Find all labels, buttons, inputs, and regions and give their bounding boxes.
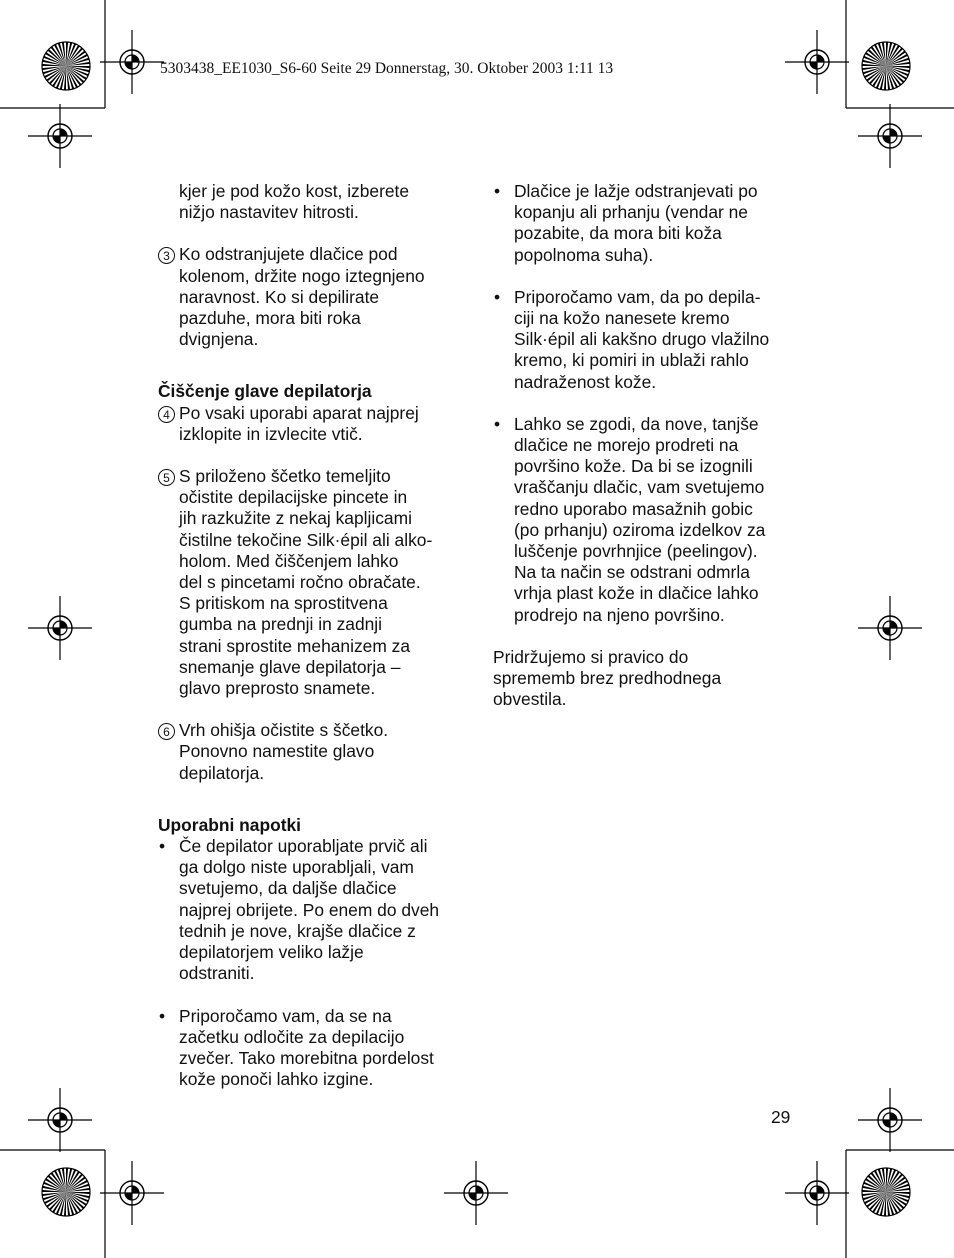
crosshair-registration-icon xyxy=(28,104,92,168)
text-line: Priporočamo vam, da se na xyxy=(179,1005,392,1026)
cleaning-heading: Čiščenje glave depilatorja xyxy=(158,381,372,402)
text-line: jih razkužite z nekaj kapljicami xyxy=(179,508,412,529)
text-line: dvignjena. xyxy=(179,329,259,350)
crosshair-registration-icon xyxy=(100,1161,164,1225)
text-line: kopanju ali prhanju (vendar ne xyxy=(514,202,748,223)
text-line: dlačice ne morejo prodreti na xyxy=(514,435,739,456)
text-line: očistite depilacijske pincete in xyxy=(179,487,408,508)
text-line: čistilne tekočine Silk·épil ali alko- xyxy=(179,529,433,550)
step-number: 4 xyxy=(158,406,175,423)
text-line: Na ta način se odstrani odmrla xyxy=(514,562,750,583)
text-line: depilatorja. xyxy=(179,762,265,783)
closing-paragraph xyxy=(493,647,793,711)
radial-starburst-icon xyxy=(862,42,910,90)
bullet-icon: • xyxy=(494,286,501,307)
text-line: zvečer. Tako morebitna pordelost xyxy=(179,1047,434,1068)
text-line: Pridržujemo si pravico do xyxy=(493,646,689,667)
text-line: sprememb brez predhodnega xyxy=(493,668,722,689)
text-line: luščenje povrhnjice (peelingov). xyxy=(514,541,758,562)
text-line: strani sprostite mehanizem za xyxy=(179,635,411,656)
text-line: kože ponoči lahko izgine. xyxy=(179,1069,374,1090)
text-line: popolnoma suha). xyxy=(514,244,654,265)
text-line: pozabite, da mora biti koža xyxy=(514,223,722,244)
text-line: obvestila. xyxy=(493,689,567,710)
text-line: površino kože. Da bi se izognili xyxy=(514,456,753,477)
text-line: odstraniti. xyxy=(179,963,255,984)
text-line: Priporočamo vam, da po depila- xyxy=(514,286,761,307)
tip-1 xyxy=(158,836,463,984)
crosshair-registration-icon xyxy=(858,596,922,660)
crosshair-registration-icon xyxy=(100,30,164,94)
text-line: najprej obrijete. Po enem do dveh xyxy=(179,899,440,920)
text-line: kolenom, držite nogo iztegnjeno xyxy=(179,265,425,286)
text-line: snemanje glave depilatorja – xyxy=(179,656,401,677)
crosshair-registration-icon xyxy=(858,104,922,168)
tip-2 xyxy=(158,1006,463,1091)
text-line: S pritiskom na sprostitvena xyxy=(179,593,388,614)
step-4 xyxy=(158,403,463,445)
crosshair-registration-icon xyxy=(785,1161,849,1225)
intro-paragraph xyxy=(158,181,463,223)
text-line: ga dolgo niste uporabljali, vam xyxy=(179,857,414,878)
radial-starburst-icon xyxy=(42,42,90,90)
text-line: Silk·épil ali kakšno drugo vlažilno xyxy=(514,329,770,350)
text-line: kjer je pod kožo kost, izberete xyxy=(179,181,410,201)
text-line: glavo preprosto snamete. xyxy=(179,678,376,699)
text-line: (po prhanju) oziroma izdelkov za xyxy=(514,519,766,540)
crosshair-registration-icon xyxy=(28,596,92,660)
text-line: Ko odstranjujete dlačice pod xyxy=(179,244,398,265)
text-line: Lahko se zgodi, da nove, tanjše xyxy=(514,413,759,434)
text-line: tednih je nove, krajše dlačice z xyxy=(179,920,416,941)
text-line: začetku odločite za depilacijo xyxy=(179,1026,405,1047)
radial-starburst-icon xyxy=(862,1168,910,1216)
bullet-icon: • xyxy=(494,181,501,201)
crosshair-registration-icon xyxy=(28,1088,92,1152)
radial-starburst-icon xyxy=(42,1168,90,1216)
text-line: Vrh ohišja očistite s ščetko. xyxy=(179,720,389,741)
text-line: Po vsaki uporabi aparat najprej xyxy=(179,402,419,423)
text-line: Dlačice je lažje odstranjevati po xyxy=(514,181,758,201)
step-number: 3 xyxy=(158,247,175,264)
tip-5 xyxy=(493,414,793,626)
bullet-icon: • xyxy=(159,836,166,857)
bullet-icon: • xyxy=(159,1005,166,1026)
tip-4 xyxy=(493,287,793,393)
text-line: Ponovno namestite glavo xyxy=(179,741,375,762)
step-3 xyxy=(158,244,463,350)
step-number: 5 xyxy=(158,469,175,486)
text-line: ciji na kožo nanesete kremo xyxy=(514,308,730,329)
tips-heading: Uporabni napotki xyxy=(158,814,301,835)
right-column xyxy=(493,181,793,710)
text-line: Če depilator uporabljate prvič ali xyxy=(179,836,428,857)
text-line: izklopite in izvlecite vtič. xyxy=(179,423,363,444)
text-line: nadraženost kože. xyxy=(514,371,657,392)
text-line: del s pincetami ročno obračate. xyxy=(179,572,421,593)
text-line: vraščanju dlačic, vam svetujemo xyxy=(514,477,765,498)
tip-3 xyxy=(493,181,793,266)
step-number: 6 xyxy=(158,723,175,740)
crosshair-registration-icon xyxy=(444,1161,508,1225)
text-line: gumba na prednji in zadnji xyxy=(179,614,383,635)
step-6 xyxy=(158,720,463,784)
text-line: svetujemo, da daljše dlačice xyxy=(179,878,397,899)
text-line: nižjo nastavitev hitrosti. xyxy=(179,202,359,223)
text-line: S priloženo ščetko temeljito xyxy=(179,466,391,487)
left-column xyxy=(158,181,463,1090)
text-line: depilatorjem veliko lažje xyxy=(179,942,364,963)
print-header: 5303438_EE1030_S6-60 Seite 29 Donnerstag, 30. Oktober 2003 1:11 13 xyxy=(160,60,614,77)
bullet-icon: • xyxy=(494,413,501,434)
text-line: kremo, ki pomiri in ublaži rahlo xyxy=(514,350,749,371)
text-line: prodrejo na njeno površino. xyxy=(514,604,725,625)
text-line: pazduhe, mora biti roka xyxy=(179,308,361,329)
text-line: holom. Med čiščenjem lahko xyxy=(179,550,399,571)
crosshair-registration-icon xyxy=(785,30,849,94)
text-line: naravnost. Ko si depilirate xyxy=(179,286,380,307)
text-line: vrhja plast kože in dlačice lahko xyxy=(514,583,759,604)
crosshair-registration-icon xyxy=(858,1088,922,1152)
text-line: redno uporabo masažnih gobic xyxy=(514,498,753,519)
page-number: 29 xyxy=(771,1107,791,1127)
step-5 xyxy=(158,466,463,699)
